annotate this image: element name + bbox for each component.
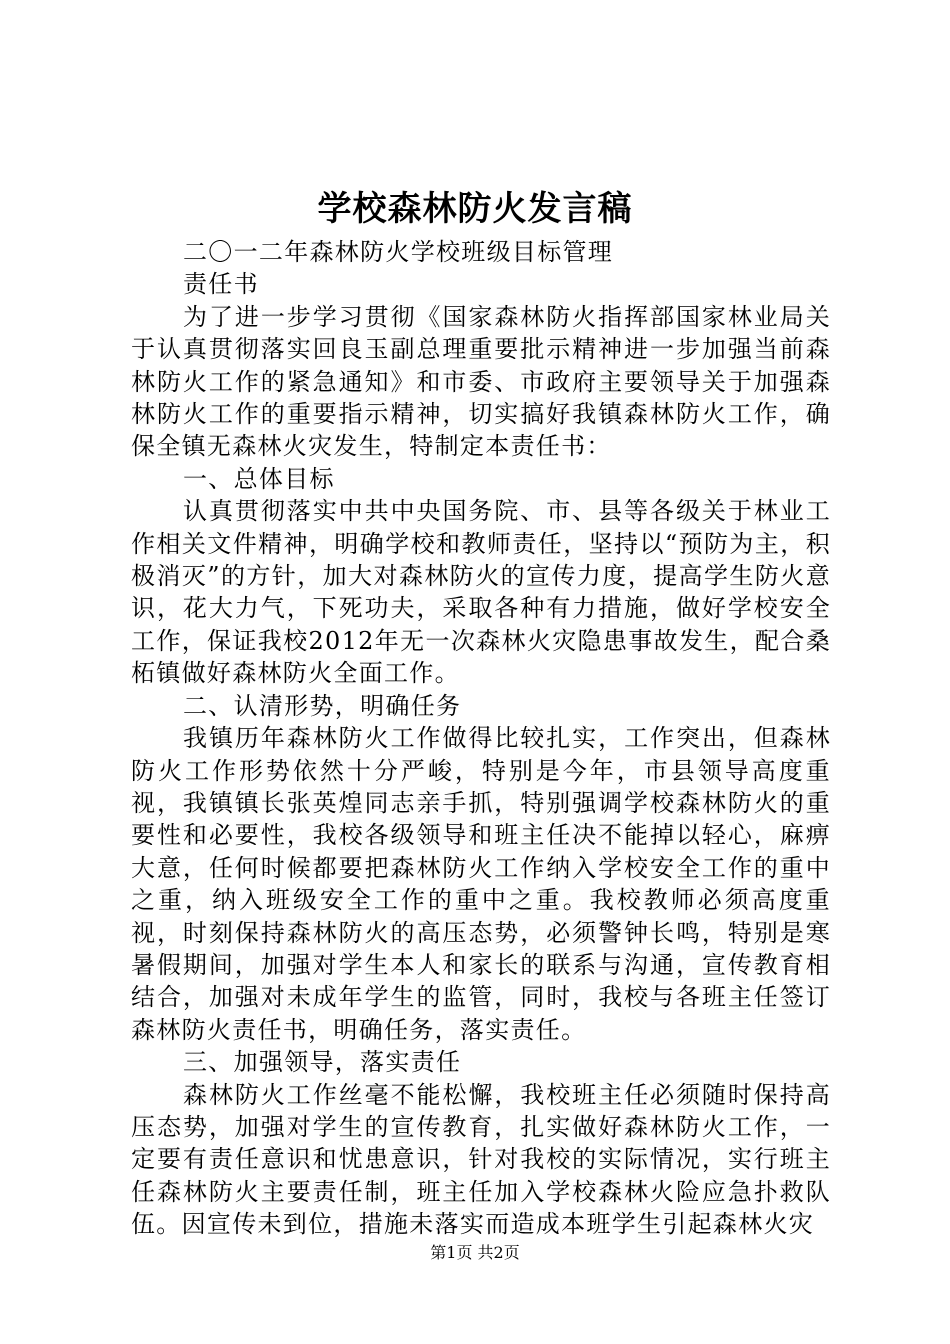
subtitle-line-2: 责任书: [183, 270, 259, 299]
section-heading-3: 三、加强领导，落实责任: [183, 1048, 462, 1077]
section-heading-2: 二、认清形势，明确任务: [183, 691, 462, 720]
document-body: [131, 236, 831, 1241]
page-footer: 第1页 共2页: [430, 1243, 520, 1262]
section-1-paragraph: 认真贯彻落实中共中央国务院、市、县等各级关于林业工作相关文件精神，明确学校和教师责任，坚持以“预防为主，积极消灭”的方针，加大对森林防火的宣传力度，提高学生防火意识，花大力气，下死功夫，采取各种有力措施，做好学校安全工作，保证我校2012年无一次森林火灾隐患事故发生，配合桑柘镇做好森林防火全面工作。: [131, 497, 831, 688]
document-title: 学校森林防火发言稿: [317, 189, 633, 229]
section-heading-1: 一、总体目标: [183, 464, 335, 493]
section-3-paragraph: 森林防火工作丝毫不能松懈，我校班主任必须随时保持高压态势，加强对学生的宣传教育，扎实做好森林防火工作，一定要有责任意识和忧患意识，针对我校的实际情况，实行班主任森林防火主要责任制，班主任加入学校森林火险应急扑救队伍。因宣传未到位，措施未落实而造成本班学生引起森林火灾: [131, 1080, 831, 1239]
subtitle-line-1: 二〇一二年森林防火学校班级目标管理: [183, 238, 614, 266]
intro-paragraph: 为了进一步学习贯彻《国家森林防火指挥部国家林业局关于认真贯彻落实回良玉副总理重要批示精神进一步加强当前森林防火工作的紧急通知》和市委、市政府主要领导关于加强森林防火工作的重要指示精神，切实搞好我镇森林防火工作，确保全镇无森林火灾发生，特制定本责任书：: [131, 302, 831, 461]
section-2-paragraph: 我镇历年森林防火工作做得比较扎实，工作突出，但森林防火工作形势依然十分严峻，特别是今年，市县领导高度重视，我镇镇长张英煌同志亲手抓，特别强调学校森林防火的重要性和必要性，我校各级领导和班主任决不能掉以轻心，麻痹大意，任何时候都要把森林防火工作纳入学校安全工作的重中之重，纳入班级安全工作的重中之重。我校教师必须高度重视，时刻保持森林防火的高压态势，必须警钟长鸣，特别是寒暑假期间，加强对学生本人和家长的联系与沟通，宣传教育相结合，加强对未成年学生的监管，同时，我校与各班主任签订森林防火责任书，明确任务，落实责任。: [131, 724, 831, 1044]
